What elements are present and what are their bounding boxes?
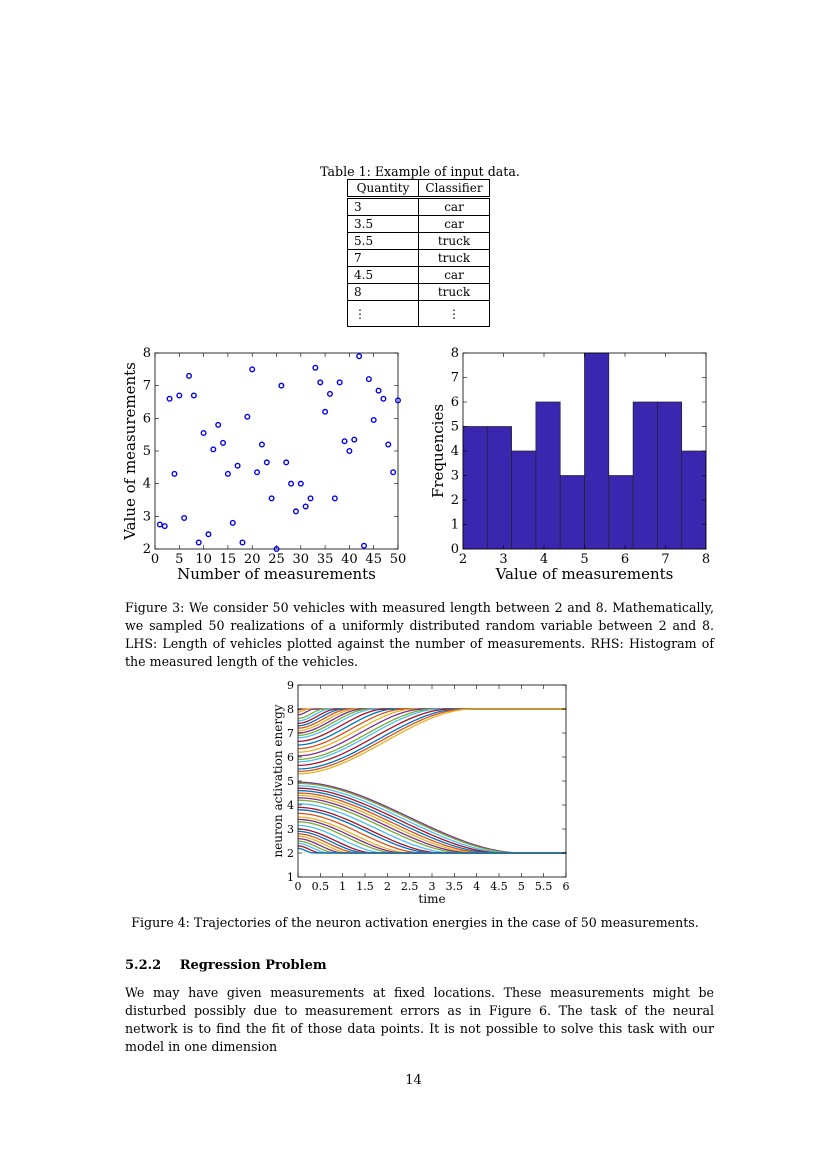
trajectory-y-tick-label: 2: [287, 847, 294, 860]
cell-classifier: car: [419, 267, 490, 284]
scatter-point: [216, 423, 221, 428]
histogram-bar: [463, 427, 487, 550]
scatter-y-tick-label: 2: [142, 542, 151, 557]
trajectory-x-tick-label: 3: [428, 880, 436, 893]
trajectory-y-tick-label: 3: [287, 823, 294, 836]
scatter-point: [260, 442, 265, 447]
histogram-bar: [657, 402, 681, 549]
scatter-y-tick-label: 7: [142, 378, 151, 394]
histogram-y-tick-label: 4: [450, 444, 459, 459]
scatter-point: [211, 447, 216, 452]
scatter-point: [172, 472, 177, 477]
trajectory-x-tick-label: 0.5: [311, 880, 330, 893]
scatter-y-tick-label: 8: [142, 346, 151, 361]
scatter-point: [196, 540, 201, 545]
scatter-point: [269, 496, 274, 501]
scatter-y-axis-label: Value of measurements: [121, 362, 139, 540]
trajectory-x-tick-label: 4: [473, 880, 481, 893]
scatter-x-tick-label: 20: [243, 552, 261, 567]
trajectory-y-tick-label: 8: [287, 703, 294, 716]
scatter-point: [284, 460, 289, 465]
cell-classifier: truck: [419, 284, 490, 301]
table-row: [348, 250, 490, 267]
histogram-x-tick-label: 2: [458, 552, 468, 567]
scatter-point: [235, 463, 240, 468]
table-row: [348, 267, 490, 284]
figure-3-caption: Figure 3: We consider 50 vehicles with measured length between 2 and 8. Mathematically, we sampled 50 realizations of a uniformly distributed random variable between 2 and 8. LHS: Length of vehicles plotted against the number of measurements. RHS: Histogram of the measured length of the vehicles.: [125, 600, 714, 669]
scatter-point: [167, 396, 172, 401]
trajectory-x-tick-label: 2.5: [400, 880, 419, 893]
trajectory-y-tick-label: 5: [287, 775, 294, 788]
scatter-x-tick-label: 50: [389, 552, 407, 567]
cell-classifier: car: [419, 216, 490, 233]
trajectory-y-tick-label: 6: [287, 751, 294, 764]
scatter-point: [255, 470, 260, 475]
scatter-x-tick-label: 30: [292, 552, 310, 567]
histogram-y-axis-label: Frequencies: [429, 403, 447, 499]
trajectory-y-tick-label: 7: [287, 727, 294, 740]
scatter-point: [362, 543, 367, 548]
scatter-point: [357, 354, 362, 359]
trajectory-x-tick-label: 1.5: [356, 880, 374, 893]
cell-quantity: 4.5: [348, 267, 419, 284]
scatter-point: [323, 410, 328, 415]
cell-quantity: 3.5: [348, 216, 419, 233]
trajectory-x-tick-label: 1: [339, 880, 347, 893]
trajectory-x-tick-label: 5: [517, 880, 525, 893]
figure-4-chart: [0, 676, 827, 906]
cell-quantity: 3: [348, 198, 419, 216]
histogram-y-tick-label: 1: [450, 517, 459, 533]
scatter-point: [337, 380, 342, 385]
trajectory-x-axis-label: time: [418, 892, 446, 906]
table-row: [348, 284, 490, 301]
histogram-bar: [536, 402, 560, 549]
histogram-x-axis-label: Value of measurements: [495, 565, 674, 583]
figure-3-charts: [0, 340, 827, 590]
trajectory-x-tick-label: 4.5: [490, 880, 508, 893]
histogram-y-tick-label: 2: [450, 493, 459, 508]
scatter-x-tick-label: 15: [219, 552, 237, 567]
table-row: [348, 233, 490, 250]
trajectory-x-tick-label: 3.5: [445, 880, 464, 893]
histogram-x-tick-label: 7: [661, 552, 670, 567]
scatter-point: [240, 540, 245, 545]
histogram-x-tick-label: 6: [620, 552, 630, 567]
trajectory-y-tick-label: 4: [287, 799, 294, 812]
scatter-point: [162, 524, 167, 529]
scatter-x-tick-label: 5: [175, 552, 184, 567]
trajectory-y-tick-label: 9: [287, 679, 294, 692]
body-paragraph: We may have given measurements at fixed locations. These measurements might be disturbed possibly due to measurement errors as in Figure 6. The task of the neural network is to find the fit of those data points. It is not possible to solve this task with our model in one dimension: [125, 985, 714, 1054]
scatter-point: [201, 431, 206, 436]
histogram-x-tick-label: 3: [499, 552, 508, 567]
scatter-x-axis-label: Number of measurements: [177, 565, 376, 583]
section-heading: [125, 958, 327, 973]
scatter-point: [182, 516, 187, 521]
table-row: [348, 301, 490, 327]
scatter-point: [299, 481, 304, 486]
scatter-point: [391, 470, 396, 475]
scatter-y-tick-label: 4: [142, 476, 151, 492]
histogram-bar: [512, 451, 536, 549]
data-table: [347, 179, 490, 327]
histogram-y-tick-label: 3: [450, 468, 459, 484]
cell-classifier: truck: [419, 233, 490, 250]
section-number: 5.2.2: [125, 958, 162, 973]
cell-classifier: car: [419, 198, 490, 216]
scatter-point: [342, 439, 347, 444]
histogram-bar: [609, 476, 633, 550]
histogram-x-tick-label: 5: [580, 552, 589, 567]
scatter-point: [279, 383, 284, 388]
histogram-y-tick-label: 5: [450, 419, 459, 435]
scatter-point: [230, 521, 235, 526]
trajectory-x-tick-label: 2: [383, 880, 391, 893]
header-quantity: Quantity: [348, 180, 419, 198]
scatter-point: [245, 414, 250, 419]
scatter-point: [289, 481, 294, 486]
scatter-point: [318, 380, 323, 385]
scatter-x-tick-label: 45: [365, 552, 382, 567]
page-number: 14: [405, 1073, 422, 1088]
cell-quantity: 5.5: [348, 233, 419, 250]
table-row: [348, 216, 490, 233]
trajectory-x-tick-label: 6: [562, 880, 570, 893]
trajectory-line: [298, 709, 566, 774]
scatter-point: [381, 396, 386, 401]
trajectory-x-tick-label: 5.5: [534, 880, 553, 893]
scatter-y-tick-label: 6: [142, 411, 151, 427]
histogram-bar: [585, 353, 609, 549]
header-classifier: Classifier: [419, 180, 490, 198]
scatter-y-tick-label: 3: [142, 509, 151, 525]
scatter-point: [371, 418, 376, 423]
cell-quantity: 7: [348, 250, 419, 267]
scatter-x-tick-label: 35: [316, 552, 334, 567]
histogram-x-tick-label: 4: [539, 552, 549, 567]
cell-classifier: ⋮: [419, 301, 490, 327]
scatter-point: [158, 522, 163, 527]
trajectory-line: [298, 709, 566, 733]
scatter-point: [303, 504, 308, 509]
scatter-point: [347, 449, 352, 454]
scatter-point: [386, 442, 391, 447]
cell-quantity: ⋮: [348, 301, 419, 327]
histogram-bar: [560, 476, 584, 550]
scatter-point: [294, 509, 299, 514]
scatter-x-tick-label: 10: [195, 552, 212, 567]
scatter-point: [187, 374, 192, 379]
scatter-point: [226, 472, 231, 477]
histogram-y-tick-label: 8: [450, 346, 459, 361]
scatter-point: [313, 365, 318, 370]
scatter-x-tick-label: 0: [150, 552, 160, 567]
histogram-bar: [633, 402, 657, 549]
histogram-x-tick-label: 8: [701, 552, 711, 567]
trajectory-y-axis-label: neuron activation energy: [271, 704, 285, 858]
scatter-axes-box: [155, 353, 398, 549]
scatter-point: [177, 393, 182, 398]
table-header-row: [348, 180, 490, 198]
scatter-point: [376, 388, 381, 393]
trajectory-line: [298, 709, 566, 749]
scatter-point: [206, 532, 211, 537]
histogram-y-tick-label: 0: [450, 542, 459, 557]
table-row: [348, 198, 490, 216]
section-title: Regression Problem: [179, 958, 327, 973]
histogram-bar: [487, 427, 511, 550]
scatter-point: [328, 392, 333, 397]
scatter-point: [367, 377, 372, 382]
figure-4-caption: Figure 4: Trajectories of the neuron activation energies in the case of 50 measurements.: [131, 915, 699, 930]
cell-quantity: 8: [348, 284, 419, 301]
table-caption: Table 1: Example of input data.: [320, 164, 520, 179]
scatter-x-tick-label: 40: [341, 552, 358, 567]
trajectory-y-tick-label: 1: [287, 871, 294, 884]
scatter-point: [352, 437, 357, 442]
histogram-y-tick-label: 7: [450, 370, 459, 386]
scatter-point: [250, 367, 255, 372]
scatter-x-tick-label: 25: [268, 552, 285, 567]
scatter-point: [221, 441, 226, 446]
histogram-y-tick-label: 6: [450, 395, 459, 410]
trajectory-x-tick-label: 0: [294, 880, 302, 893]
scatter-point: [264, 460, 269, 465]
cell-classifier: truck: [419, 250, 490, 267]
scatter-point: [308, 496, 313, 501]
scatter-point: [192, 393, 197, 398]
scatter-y-tick-label: 5: [142, 444, 151, 459]
scatter-point: [333, 496, 338, 501]
